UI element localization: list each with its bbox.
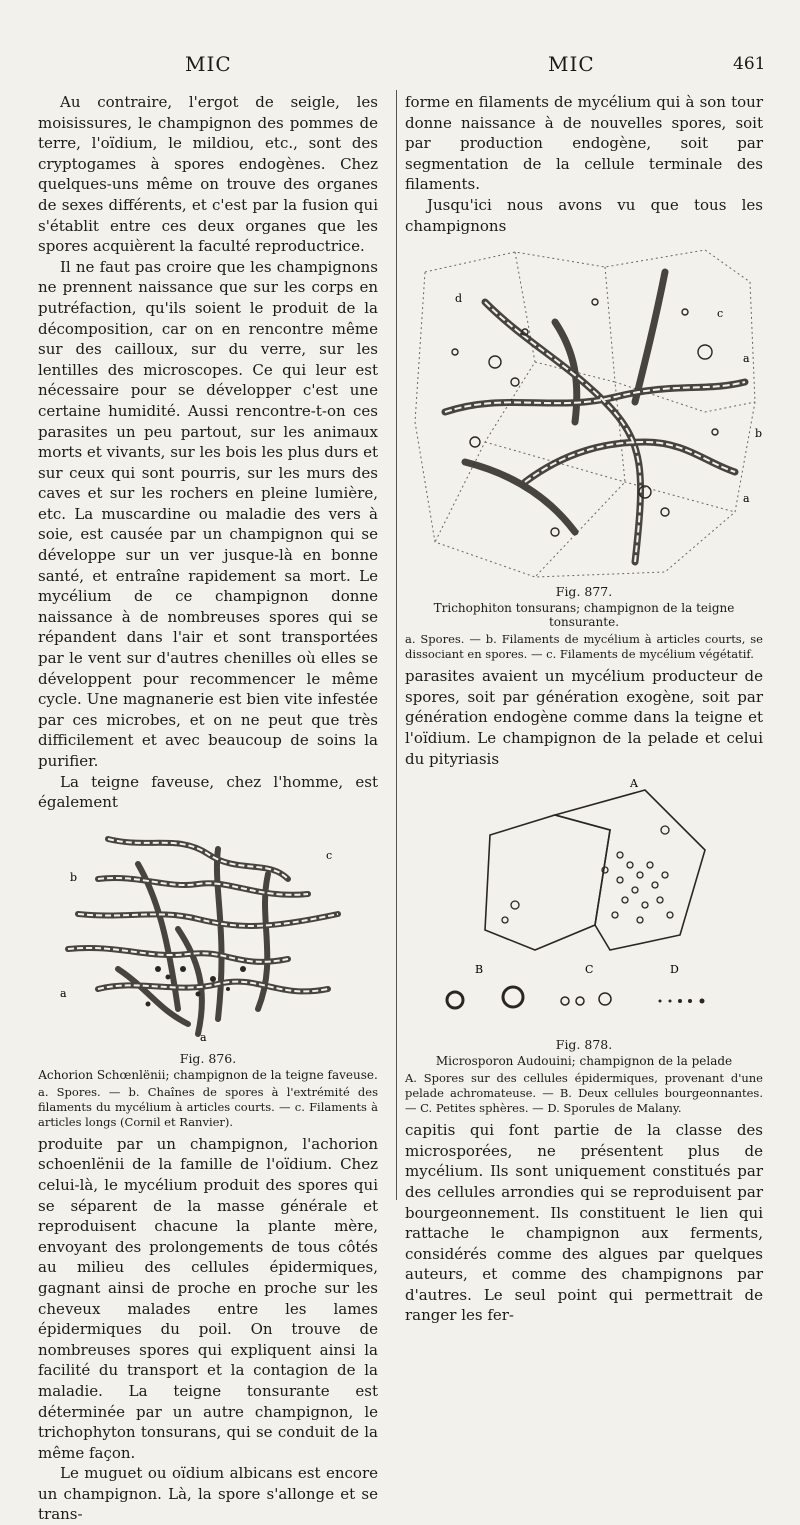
right-column <box>405 92 763 1326</box>
figure-878-legend: A. Spores sur des cellules épidermiques, provenant d'une pelade achromateuse. — B. Deux cellules bourgeonnantes. — C. Petites sphères. — D. Sporules de Malany. <box>405 1071 763 1116</box>
figure-878-label-B: B <box>475 963 484 977</box>
figure-878-number: Fig. 878. <box>555 1037 613 1053</box>
figure-877 <box>405 242 763 662</box>
running-head-right: MIC <box>548 52 595 76</box>
figure-876-label-c: c <box>326 848 333 862</box>
figure-876-label-a1: a <box>60 986 67 1000</box>
figure-876-title: Achorion Schœnlënii; champignon de la teigne faveuse. <box>38 1067 378 1082</box>
left-column <box>38 92 378 1525</box>
figure-877-label-a1: a <box>743 352 750 366</box>
figure-877-title: Trichophiton tonsurans; champignon de la teigne tonsurante. <box>433 601 735 630</box>
figure-876-legend: a. Spores. — b. Chaînes de spores à l'extrémité des filaments du mycélium à articles courts. — c. Filaments à articles longs (Cornil et Ranvier). <box>38 1084 378 1129</box>
figure-878-label-C: C <box>585 963 594 977</box>
page-number: 461 <box>733 54 766 74</box>
figure-876-number: Fig. 876. <box>179 1050 237 1066</box>
figure-876-label-a2: a <box>200 1030 207 1044</box>
figure-877-number: Fig. 877. <box>555 584 613 600</box>
left-paragraph-1: Au contraire, l'ergot de seigle, les moisissures, le champignon des pommes de terre, l'oïdium, le mildiou, etc., sont des cryptogames à spores endogènes. Chez quelques-uns même on trouve des organes de sexes différents, et c'est par la fusion qui s'établit entre ces deux organes que les spores acquièrent la faculté reproductrice. <box>38 93 378 256</box>
right-paragraph-3: parasites avaient un mycélium producteur de spores, soit par génération exogène, soit par génération endogène comme dans la teigne et l'oïdium. Le champignon de la pelade et celui du pityriasis <box>405 667 763 768</box>
figure-877-illustration <box>405 242 763 582</box>
figure-877-label-d: d <box>455 292 463 306</box>
page-header <box>0 52 800 78</box>
figure-877-label-b: b <box>755 427 763 441</box>
left-paragraph-3: La teigne faveuse, chez l'homme, est également <box>38 772 378 812</box>
figure-877-label-a2: a <box>743 492 750 506</box>
figure-876-label-b: b <box>70 870 78 884</box>
figure-877-label-c: c <box>717 307 724 321</box>
left-paragraph-2: Il ne faut pas croire que les champignons ne prennent naissance que sur les corps en putréfaction, qu'ils soient le produit de la décomposition, car on en rencontre même sur des cailloux, sur du verre, sur les lentilles des microscopes. Ce qui leur est nécessaire pour se développer c'est une certaine humidité. Aussi rencontre-t-on ces parasites un peu partout, sur les animaux morts et vivants, sur les bois les plus durs et sur ceux qui sont pourris, sur les murs des caves et sur les rochers en pleine lumière, etc. La muscardine ou maladie des vers à soie, est causée par un champignon qui se développe sur un ver jusque-là en bonne santé, et entraîne rapidement sa mort. Le mycélium de ce champignon donne naissance à de nombreuses spores qui se répandent dans l'air et sont transportées par le vent sur d'autres chenilles où elles se développent pour recommencer le même cycle. Une magnanerie est bien vite infestée par ces microbes, et on ne peut que très difficilement et avec beaucoup de soins la purifier. <box>38 257 379 770</box>
figure-878-label-A: A <box>630 777 638 791</box>
figure-878 <box>405 775 763 1116</box>
left-paragraph-4: produite par un champignon, l'achorion schoenlënii de la famille de l'oïdium. Chez celui-là, le mycélium produit des spores qui se séparent de la masse générale et reproduisent chacune la plante mère, envoyant des prolongements de tous côtés au milieu des cellules épidermiques, gagnant ainsi de proche en proche sur les cheveux malades entre les lames épidermiques du poil. On trouve de nombreuses spores qui expliquent ainsi la facilité du transport et la contagion de la maladie. La teigne tonsurante est déterminée par un autre champignon, le trichophyton tonsurans, qui se conduit de la même façon. <box>38 1134 378 1462</box>
left-paragraph-5: Le muguet ou oïdium albicans est encore un champignon. Là, la spore s'allonge et se trans- <box>38 1464 378 1524</box>
figure-878-label-D: D <box>670 963 679 977</box>
right-paragraph-1: forme en filaments de mycélium qui à son tour donne naissance à de nouvelles spores, soit par production endogène, soit par segmentation de la cellule terminale des filaments. <box>405 93 763 194</box>
figure-878-illustration <box>405 775 763 1035</box>
column-divider <box>396 90 397 1200</box>
figure-877-legend: a. Spores. — b. Filaments de mycélium à articles courts, se dissociant en spores. — c. Filaments de mycélium végétatif. <box>405 632 763 662</box>
right-paragraph-4: capitis qui font partie de la classe des microsporées, ne présentent plus de mycélium. Ils sont uniquement constitués par des cellules arrondies qui se reproduisent par bourgeonnement. Ils constituent le lien qui rattache le champignon aux ferments, considérés comme des algues par quelques auteurs, et comme des champignons par d'autres. Le seul point qui permettrait de ranger les fer- <box>405 1121 763 1325</box>
figure-878-title: Microsporon Audouini; champignon de la pelade <box>435 1054 733 1069</box>
figure-876-illustration <box>38 819 378 1049</box>
right-paragraph-2: Jusqu'ici nous avons vu que tous les champignons <box>405 195 763 235</box>
running-head-left: MIC <box>185 52 232 76</box>
figure-876 <box>38 819 378 1130</box>
